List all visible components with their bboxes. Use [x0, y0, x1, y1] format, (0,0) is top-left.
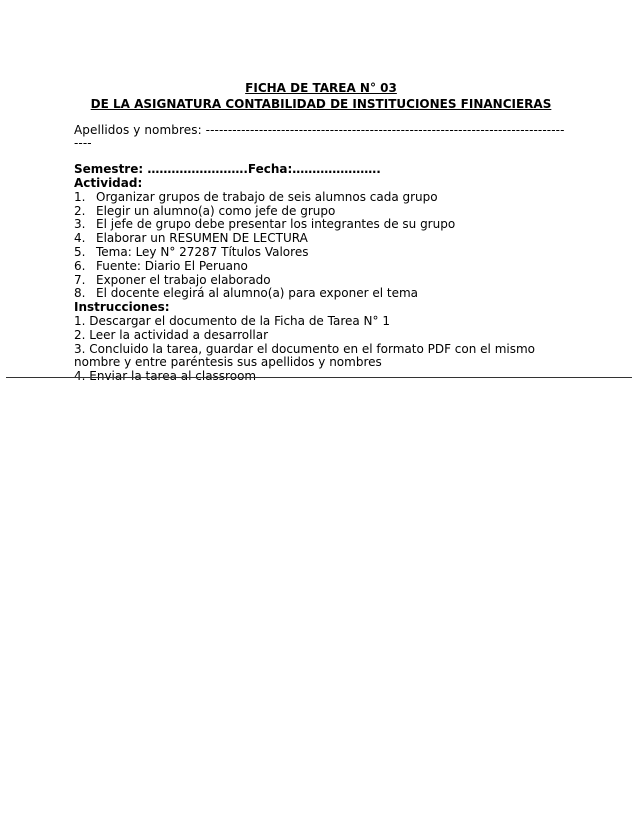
list-item-number: 7. [74, 272, 86, 287]
horizontal-divider [6, 377, 632, 378]
instruction-item: 4. Enviar la tarea al classroom [74, 369, 257, 384]
list-item-number: 6. [74, 258, 86, 273]
document-title: FICHA DE TAREA N° 03 [245, 81, 397, 95]
document-content [74, 82, 568, 384]
list-item-text: El jefe de grupo debe presentar los integrantes de su grupo [96, 217, 456, 232]
list-item-number: 1. [74, 189, 86, 204]
list-item-text: El docente elegirá al alumno(a) para exponer el tema [96, 286, 418, 301]
list-item [74, 232, 568, 246]
list-item-text: Fuente: Diario El Peruano [96, 258, 248, 273]
list-item-number: 8. [74, 286, 86, 301]
activity-list [74, 191, 568, 301]
list-item-text: Elaborar un RESUMEN DE LECTURA [96, 231, 308, 246]
document-subtitle: DE LA ASIGNATURA CONTABILIDAD DE INSTITUCIONES FINANCIERAS [90, 96, 552, 111]
list-item-text: Tema: Ley N° 27287 Títulos Valores [96, 244, 309, 259]
list-item-number: 3. [74, 217, 86, 232]
list-item [74, 218, 568, 232]
list-item [74, 246, 568, 260]
list-item-number: 4. [74, 231, 86, 246]
list-item [74, 260, 568, 274]
list-item-text: Exponer el trabajo elaborado [96, 272, 271, 287]
instructions-list [74, 315, 568, 384]
semestre-fecha-line: Semestre: …………………….Fecha:…………………. [74, 162, 381, 177]
list-item [74, 205, 568, 219]
instruction-item: 2. Leer la actividad a desarrollar [74, 327, 269, 342]
list-item [74, 191, 568, 205]
apellidos-field-label: Apellidos y nombres: ------------------------------------------------------------------------------------- [74, 122, 565, 151]
list-item-number: 2. [74, 203, 86, 218]
list-item [74, 287, 568, 301]
list-item-number: 5. [74, 244, 86, 259]
instrucciones-heading: Instrucciones: [74, 300, 170, 315]
list-item [74, 274, 568, 288]
instruction-item: 1. Descargar el documento de la Ficha de Tarea N° 1 [74, 313, 390, 328]
instruction-item: 3. Concluido la tarea, guardar el documento en el formato PDF con el mismo nombre y entre paréntesis sus apellidos y nombres [74, 341, 535, 370]
list-item-text: Elegir un alumno(a) como jefe de grupo [96, 203, 336, 218]
list-item-text: Organizar grupos de trabajo de seis alumnos cada grupo [96, 189, 438, 204]
actividad-heading: Actividad: [74, 175, 143, 190]
